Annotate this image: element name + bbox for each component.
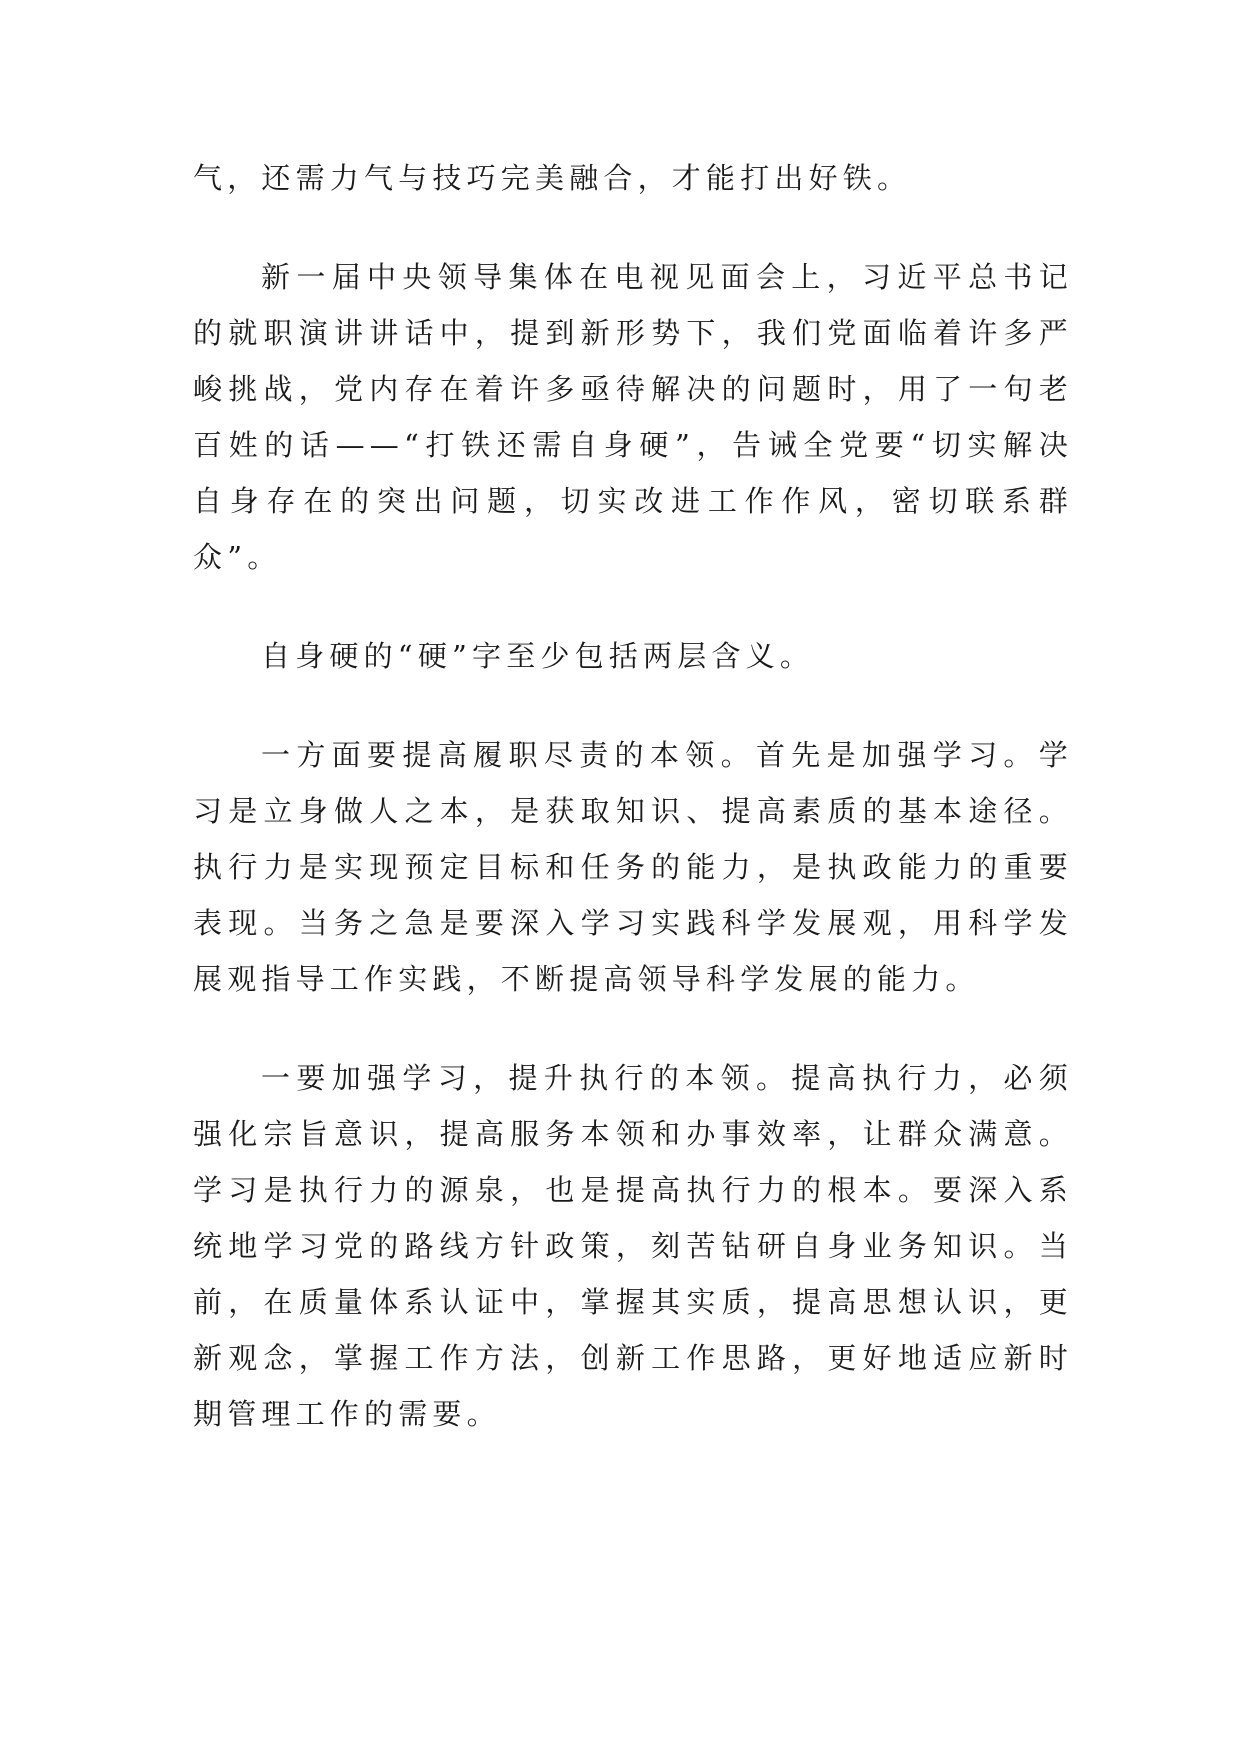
- paragraph-meaning: 自身硬的“硬”字至少包括两层含义。: [261, 639, 815, 673]
- paragraph-learning: 一要加强学习，提升执行的本领。提高执行力，必须强化宗旨意识，提高服务本领和办事效率，让群众满意。学习是执行力的源泉，也是提高执行力的根本。要深入系统地学习党的路线方针政策，刻苦钻研自身业务知识。当前，在质量体系认证中，掌握其实质，提高思想认识，更新观念，掌握工作方法，创新工作思路，更好地适应新时期管理工作的需要。: [193, 1061, 1073, 1431]
- paragraph-continuation: 气，还需力气与技巧完美融合，才能打出好铁。: [193, 161, 912, 195]
- paragraph-speech: 新一届中央领导集体在电视见面会上，习近平总书记的就职演讲讲话中，提到新形势下，我们党面临着许多严峻挑战，党内存在着许多亟待解决的问题时，用了一句老百姓的话——“打铁还需自身硬”，告诫全党要“切实解决自身存在的突出问题，切实改进工作作风，密切联系群众”。: [193, 260, 1073, 574]
- document-page: [193, 150, 1073, 1485]
- paragraph-ability: 一方面要提高履职尽责的本领。首先是加强学习。学习是立身做人之本，是获取知识、提高素质的基本途径。执行力是实现预定目标和任务的能力，是执政能力的重要表现。当务之急是要深入学习实践科学发展观，用科学发展观指导工作实践，不断提高领导科学发展的能力。: [193, 738, 1073, 996]
